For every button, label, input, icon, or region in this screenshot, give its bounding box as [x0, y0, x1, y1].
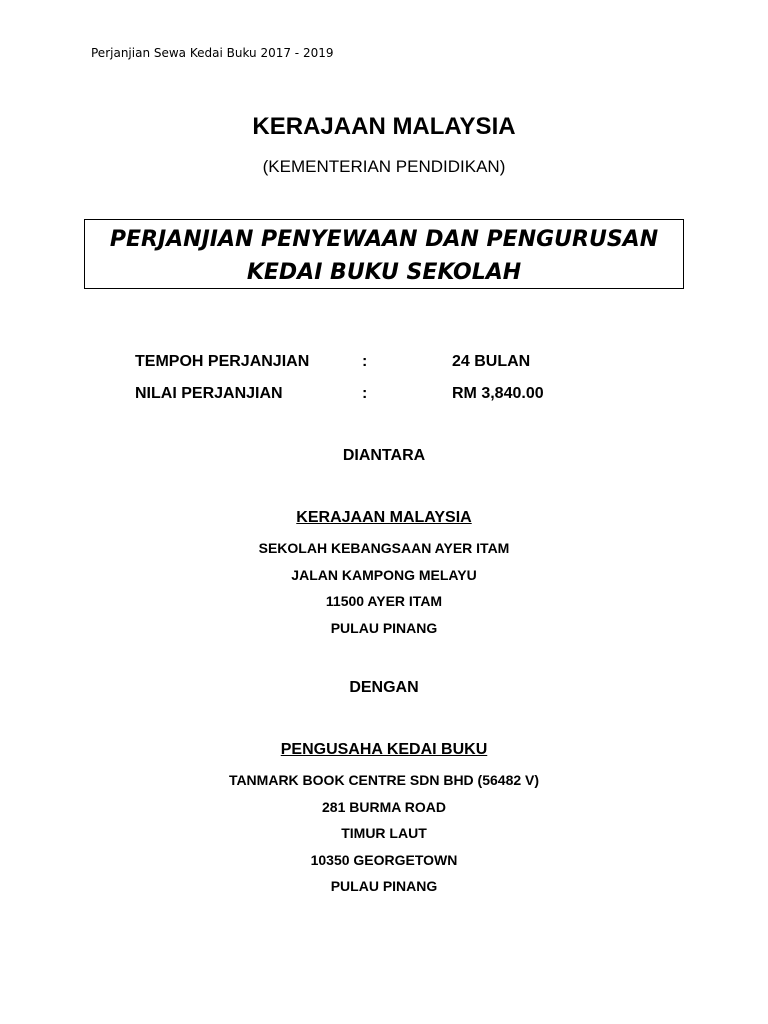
term-label: NILAI PERJANJIAN	[135, 385, 283, 402]
party1-address-line: PULAU PINANG	[330, 620, 438, 636]
term-value: RM 3,840.00	[452, 385, 544, 402]
with-label: DENGAN	[349, 679, 419, 696]
party2-address-line: PULAU PINANG	[330, 878, 438, 894]
party1-address-line: 11500 AYER ITAM	[325, 593, 443, 609]
term-separator: :	[362, 385, 368, 402]
party1-address-line: SEKOLAH KEBANGSAAN AYER ITAM	[258, 540, 510, 556]
party2-address-line: TIMUR LAUT	[341, 825, 427, 841]
document-title: KERAJAAN MALAYSIA	[252, 113, 516, 140]
between-label: DIANTARA	[342, 447, 426, 464]
term-label: TEMPOH PERJANJIAN	[135, 353, 310, 370]
party1-heading: KERAJAAN MALAYSIA	[296, 509, 472, 526]
agreement-title-line-2: KEDAI BUKU SEKOLAH	[246, 260, 522, 285]
term-separator: :	[362, 353, 368, 370]
party2-address-line: TANMARK BOOK CENTRE SDN BHD (56482 V)	[228, 772, 540, 788]
running-header: Perjanjian Sewa Kedai Buku 2017 - 2019	[91, 46, 334, 60]
party2-address-line: 10350 GEORGETOWN	[310, 852, 458, 868]
party2-address-line: 281 BURMA ROAD	[322, 799, 446, 815]
party2-heading: PENGUSAHA KEDAI BUKU	[280, 741, 488, 758]
agreement-title-box	[84, 219, 684, 289]
party1-address-line: JALAN KAMPONG MELAYU	[291, 567, 477, 583]
term-value: 24 BULAN	[452, 353, 531, 370]
agreement-title-line-1: PERJANJIAN PENYEWAAN DAN PENGURUSAN	[109, 227, 659, 252]
document-subtitle: (KEMENTERIAN PENDIDIKAN)	[262, 157, 506, 176]
